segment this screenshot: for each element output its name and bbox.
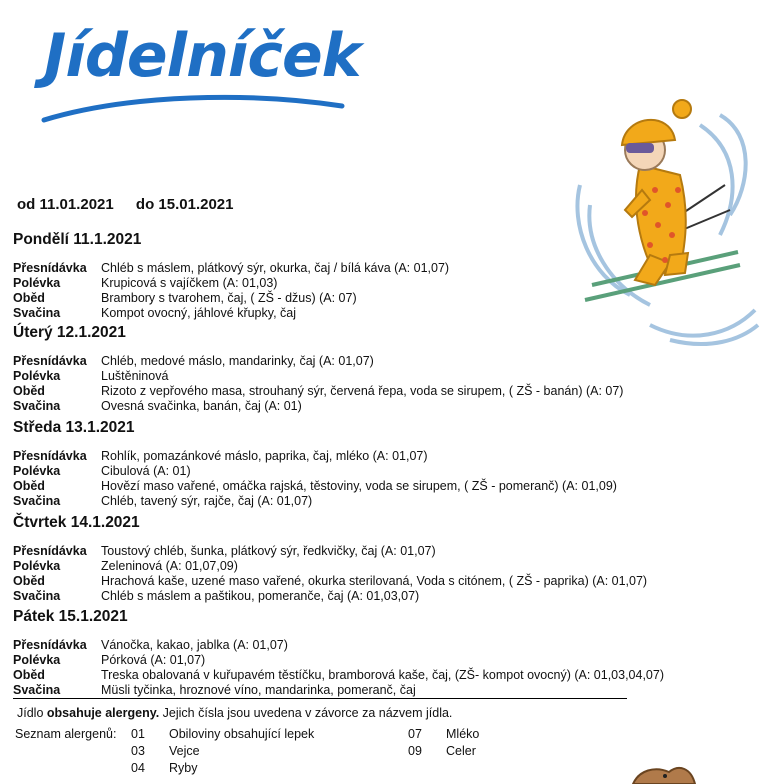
meal-row: [13, 544, 713, 559]
allergen-code: 04: [131, 761, 145, 775]
meal-row: [13, 369, 713, 384]
meal-row: [13, 399, 713, 414]
allergen-name: Ryby: [169, 761, 198, 775]
allergen-name: Celer: [446, 744, 476, 758]
meal-label: Přesnídávka: [13, 261, 87, 275]
allergen-item: [408, 727, 479, 741]
day-title: Úterý 12.1.2021: [13, 324, 126, 341]
allergen-item: [408, 744, 476, 758]
meal-label: Polévka: [13, 653, 61, 667]
allergen-code: 09: [408, 744, 422, 758]
meal-label: Přesnídávka: [13, 354, 87, 368]
meal-row: [13, 653, 713, 668]
meal-text: Toustový chléb, šunka, plátkový sýr, ředkvičky, čaj (A: 01,07): [101, 544, 436, 558]
meal-text: Chléb, medové máslo, mandarinky, čaj (A: 01,07): [101, 354, 374, 368]
meal-text: Brambory s tvarohem, čaj, ( ZŠ - džus) (A: 07): [101, 291, 357, 305]
allergen-name: Obiloviny obsahující lepek: [169, 727, 315, 741]
corner-illustration-icon: [625, 760, 705, 784]
note-bold: obsahuje alergeny.: [46, 706, 160, 720]
meal-row: [13, 384, 713, 399]
meal-label: Přesnídávka: [13, 449, 87, 463]
allergen-code: 03: [131, 744, 145, 758]
meal-row: [13, 668, 713, 683]
allergen-name: Mléko: [446, 727, 480, 741]
allergen-code: 01: [131, 727, 145, 741]
day-section: [13, 419, 713, 509]
meal-label: Polévka: [13, 464, 61, 478]
meal-row: [13, 464, 713, 479]
day-section: [13, 608, 713, 698]
meal-text: Krupicová s vajíčkem (A: 01,03): [101, 276, 278, 290]
period-from: od 11.01.2021: [17, 196, 114, 213]
meal-text: Ovesná svačinka, banán, čaj (A: 01): [101, 399, 302, 413]
allergen-list-label: Seznam alergenů:: [15, 727, 117, 741]
meal-text: Treska obalovaná v kuřupavém těstíčku, bramborová kaše, čaj, (ZŠ- kompot ovocný) (A: 01,03,04,07): [101, 668, 664, 682]
meal-label: Svačina: [13, 683, 61, 697]
meal-text: Hovězí maso vařené, omáčka rajská, těstoviny, voda se sirupem, ( ZŠ - pomeranč) (A: 01,09): [101, 479, 617, 493]
note-prefix: Jídlo: [17, 706, 47, 720]
meal-label: Polévka: [13, 276, 61, 290]
day-title: Středa 13.1.2021: [13, 419, 135, 436]
logo: [0, 0, 360, 140]
meal-row: [13, 261, 713, 276]
meal-row: [13, 589, 713, 604]
meal-text: Rohlík, pomazánkové máslo, paprika, čaj, mléko (A: 01,07): [101, 449, 428, 463]
meal-row: [13, 494, 713, 509]
meal-label: Oběd: [13, 574, 45, 588]
meal-label: Svačina: [13, 306, 61, 320]
meal-label: Oběd: [13, 291, 45, 305]
allergen-note: [17, 706, 452, 720]
meal-label: Oběd: [13, 479, 45, 493]
allergen-item: [131, 761, 197, 775]
meal-row: [13, 449, 713, 464]
meal-label: Oběd: [13, 384, 45, 398]
meal-label: Přesnídávka: [13, 544, 87, 558]
allergen-name: Vejce: [169, 744, 200, 758]
allergen-item: [131, 727, 314, 741]
meal-text: Müsli tyčinka, hroznové víno, mandarinka, pomeranč, čaj: [101, 683, 416, 697]
meal-text: Hrachová kaše, uzené maso vařené, okurka sterilovaná, Voda s citónem, ( ZŠ - paprika) (A: 01,07): [101, 574, 648, 588]
meal-row: [13, 683, 713, 698]
meal-label: Polévka: [13, 369, 61, 383]
meal-text: Pórková (A: 01,07): [101, 653, 206, 667]
divider: [13, 698, 627, 699]
meal-row: [13, 291, 713, 306]
menu-period: [17, 196, 252, 213]
meal-row: [13, 479, 713, 494]
meal-text: Cibulová (A: 01): [101, 464, 191, 478]
meal-text: Chléb s máslem, plátkový sýr, okurka, čaj / bílá káva (A: 01,07): [101, 261, 450, 275]
meal-row: [13, 574, 713, 589]
day-section: [13, 324, 713, 414]
meal-text: Luštěninová: [101, 369, 169, 383]
meal-row: [13, 638, 713, 653]
meal-text: Vánočka, kakao, jablka (A: 01,07): [101, 638, 288, 652]
meal-row: [13, 354, 713, 369]
page-title: Jídelníček: [44, 21, 361, 91]
day-section: [13, 231, 713, 321]
meal-text: Zeleninová (A: 01,07,09): [101, 559, 238, 573]
meal-label: Polévka: [13, 559, 61, 573]
meal-label: Svačina: [13, 494, 61, 508]
allergen-code: 07: [408, 727, 422, 741]
swoosh-underline-icon: [40, 92, 346, 126]
meal-text: Kompot ovocný, jáhlové křupky, čaj: [101, 306, 297, 320]
meal-text: Chléb, tavený sýr, rajče, čaj (A: 01,07): [101, 494, 313, 508]
meal-label: Svačina: [13, 589, 61, 603]
meal-row: [13, 559, 713, 574]
note-suffix: Jejich čísla jsou uvedena v závorce za názvem jídla.: [159, 706, 453, 720]
period-to: do 15.01.2021: [135, 196, 234, 213]
meal-row: [13, 306, 713, 321]
meal-label: Svačina: [13, 399, 61, 413]
day-title: Pondělí 11.1.2021: [13, 231, 142, 248]
allergen-item: [131, 744, 200, 758]
day-title: Pátek 15.1.2021: [13, 608, 128, 625]
meal-label: Oběd: [13, 668, 45, 682]
day-section: [13, 514, 713, 604]
day-title: Čtvrtek 14.1.2021: [13, 514, 140, 531]
meal-text: Rizoto z vepřového masa, strouhaný sýr, červená řepa, voda se sirupem, ( ZŠ - banán) (A: 07): [101, 384, 624, 398]
meal-label: Přesnídávka: [13, 638, 87, 652]
meal-row: [13, 276, 713, 291]
meal-text: Chléb s máslem a paštikou, pomeranče, čaj (A: 01,03,07): [101, 589, 420, 603]
